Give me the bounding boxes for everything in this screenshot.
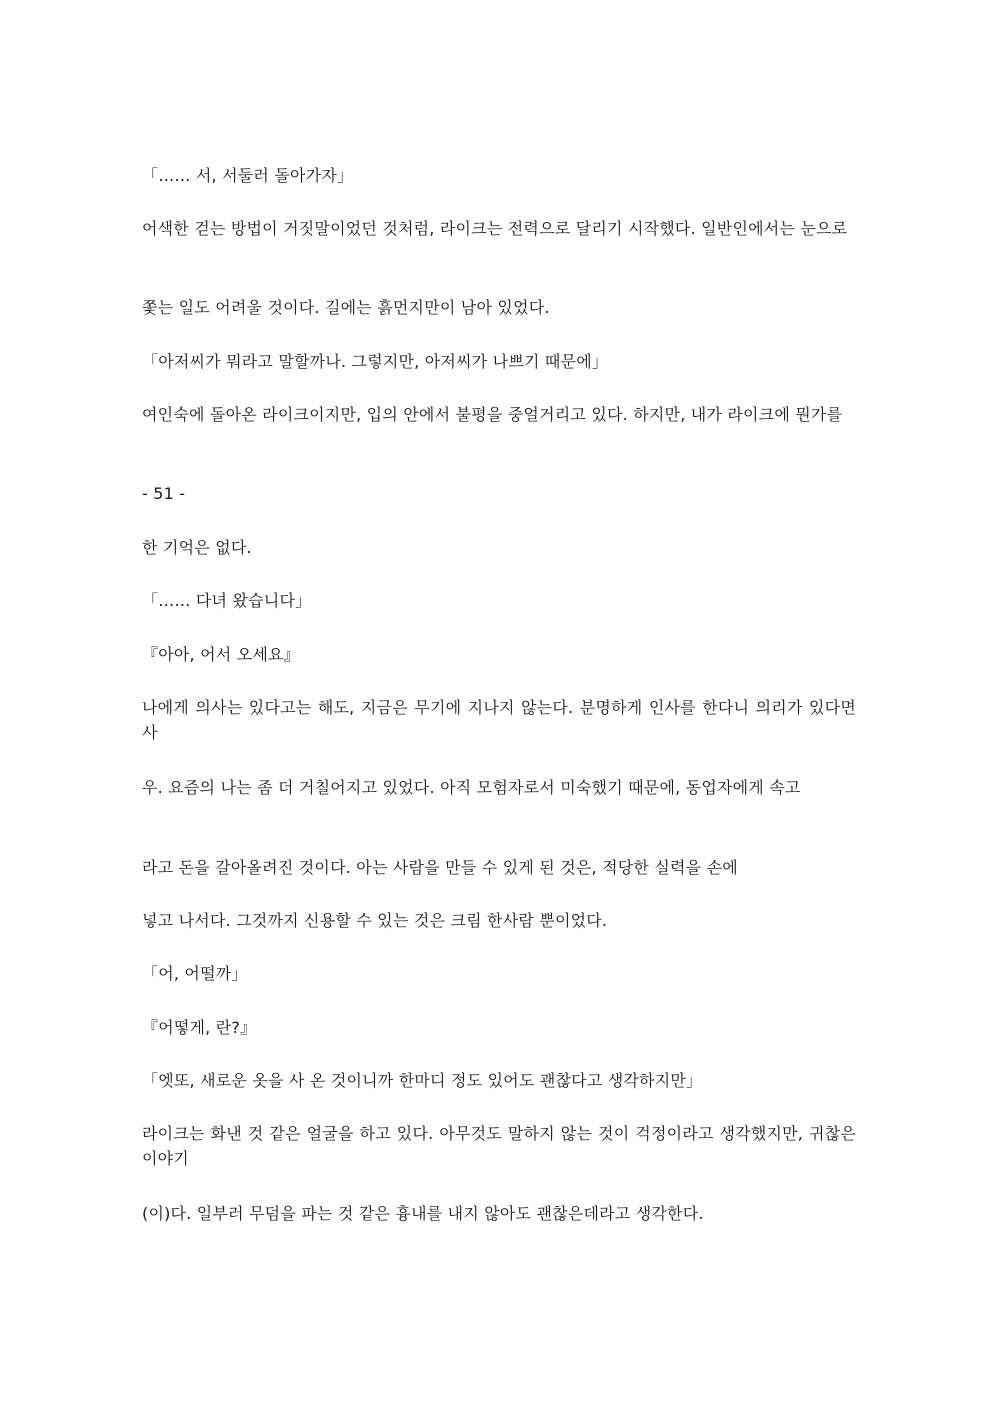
narration-paragraph: (이)다. 일부러 무덤을 파는 것 같은 흉내를 내지 않아도 괜찮은데라고 생각한다. bbox=[142, 1204, 704, 1223]
narration-paragraph: 여인숙에 돌아온 라이크이지만, 입의 안에서 불평을 중얼거리고 있다. 하지만, 내가 라이크에 뭔가를 bbox=[142, 405, 843, 424]
narration-paragraph: 라이크는 화낸 것 같은 얼굴을 하고 있다. 아무것도 말하지 않는 것이 걱정이라고 생각했지만, 귀찮은 이야기 bbox=[142, 1124, 856, 1168]
narration-paragraph: 라고 돈을 갈아올려진 것이다. 아는 사람을 만들 수 있게 된 것은, 적당한 실력을 손에 bbox=[142, 858, 738, 877]
dialogue-line: 『어떻게, 란?』 bbox=[142, 1018, 257, 1037]
narration-paragraph: 우. 요즘의 나는 좀 더 거칠어지고 있었다. 아직 모험자로서 미숙했기 때문에, 동업자에게 속고 bbox=[142, 778, 801, 797]
narration-paragraph: 나에게 의사는 있다고는 해도, 지금은 무기에 지나지 않는다. 분명하게 인사를 한다니 의리가 있다면 사 bbox=[142, 698, 856, 742]
dialogue-line: 『아아, 어서 오세요』 bbox=[142, 645, 300, 664]
narration-paragraph: 어색한 걷는 방법이 거짓말이었던 것처럼, 라이크는 전력으로 달리기 시작했다. 일반인에서는 눈으로 bbox=[142, 219, 848, 238]
dialogue-line: 「어, 어떨까」 bbox=[142, 964, 248, 983]
dialogue-line: 「아저씨가 뭐라고 말할까나. 그렇지만, 아저씨가 나쁘기 때문에」 bbox=[142, 352, 609, 371]
narration-paragraph: 쫓는 일도 어려울 것이다. 길에는 흙먼지만이 남아 있었다. bbox=[142, 298, 550, 317]
dialogue-line: 「…… 다녀 왔습니다」 bbox=[142, 591, 312, 610]
dialogue-line: 「엣또, 새로운 옷을 사 온 것이니까 한마디 정도 있어도 괜찮다고 생각하지만」 bbox=[142, 1071, 703, 1090]
page-number: - 51 - bbox=[142, 484, 186, 503]
dialogue-line: 「…… 서, 서둘러 돌아가자」 bbox=[142, 166, 354, 185]
narration-paragraph: 한 기억은 없다. bbox=[142, 538, 252, 557]
narration-paragraph: 넣고 나서다. 그것까지 신용할 수 있는 것은 크림 한사람 뿐이었다. bbox=[142, 911, 608, 930]
